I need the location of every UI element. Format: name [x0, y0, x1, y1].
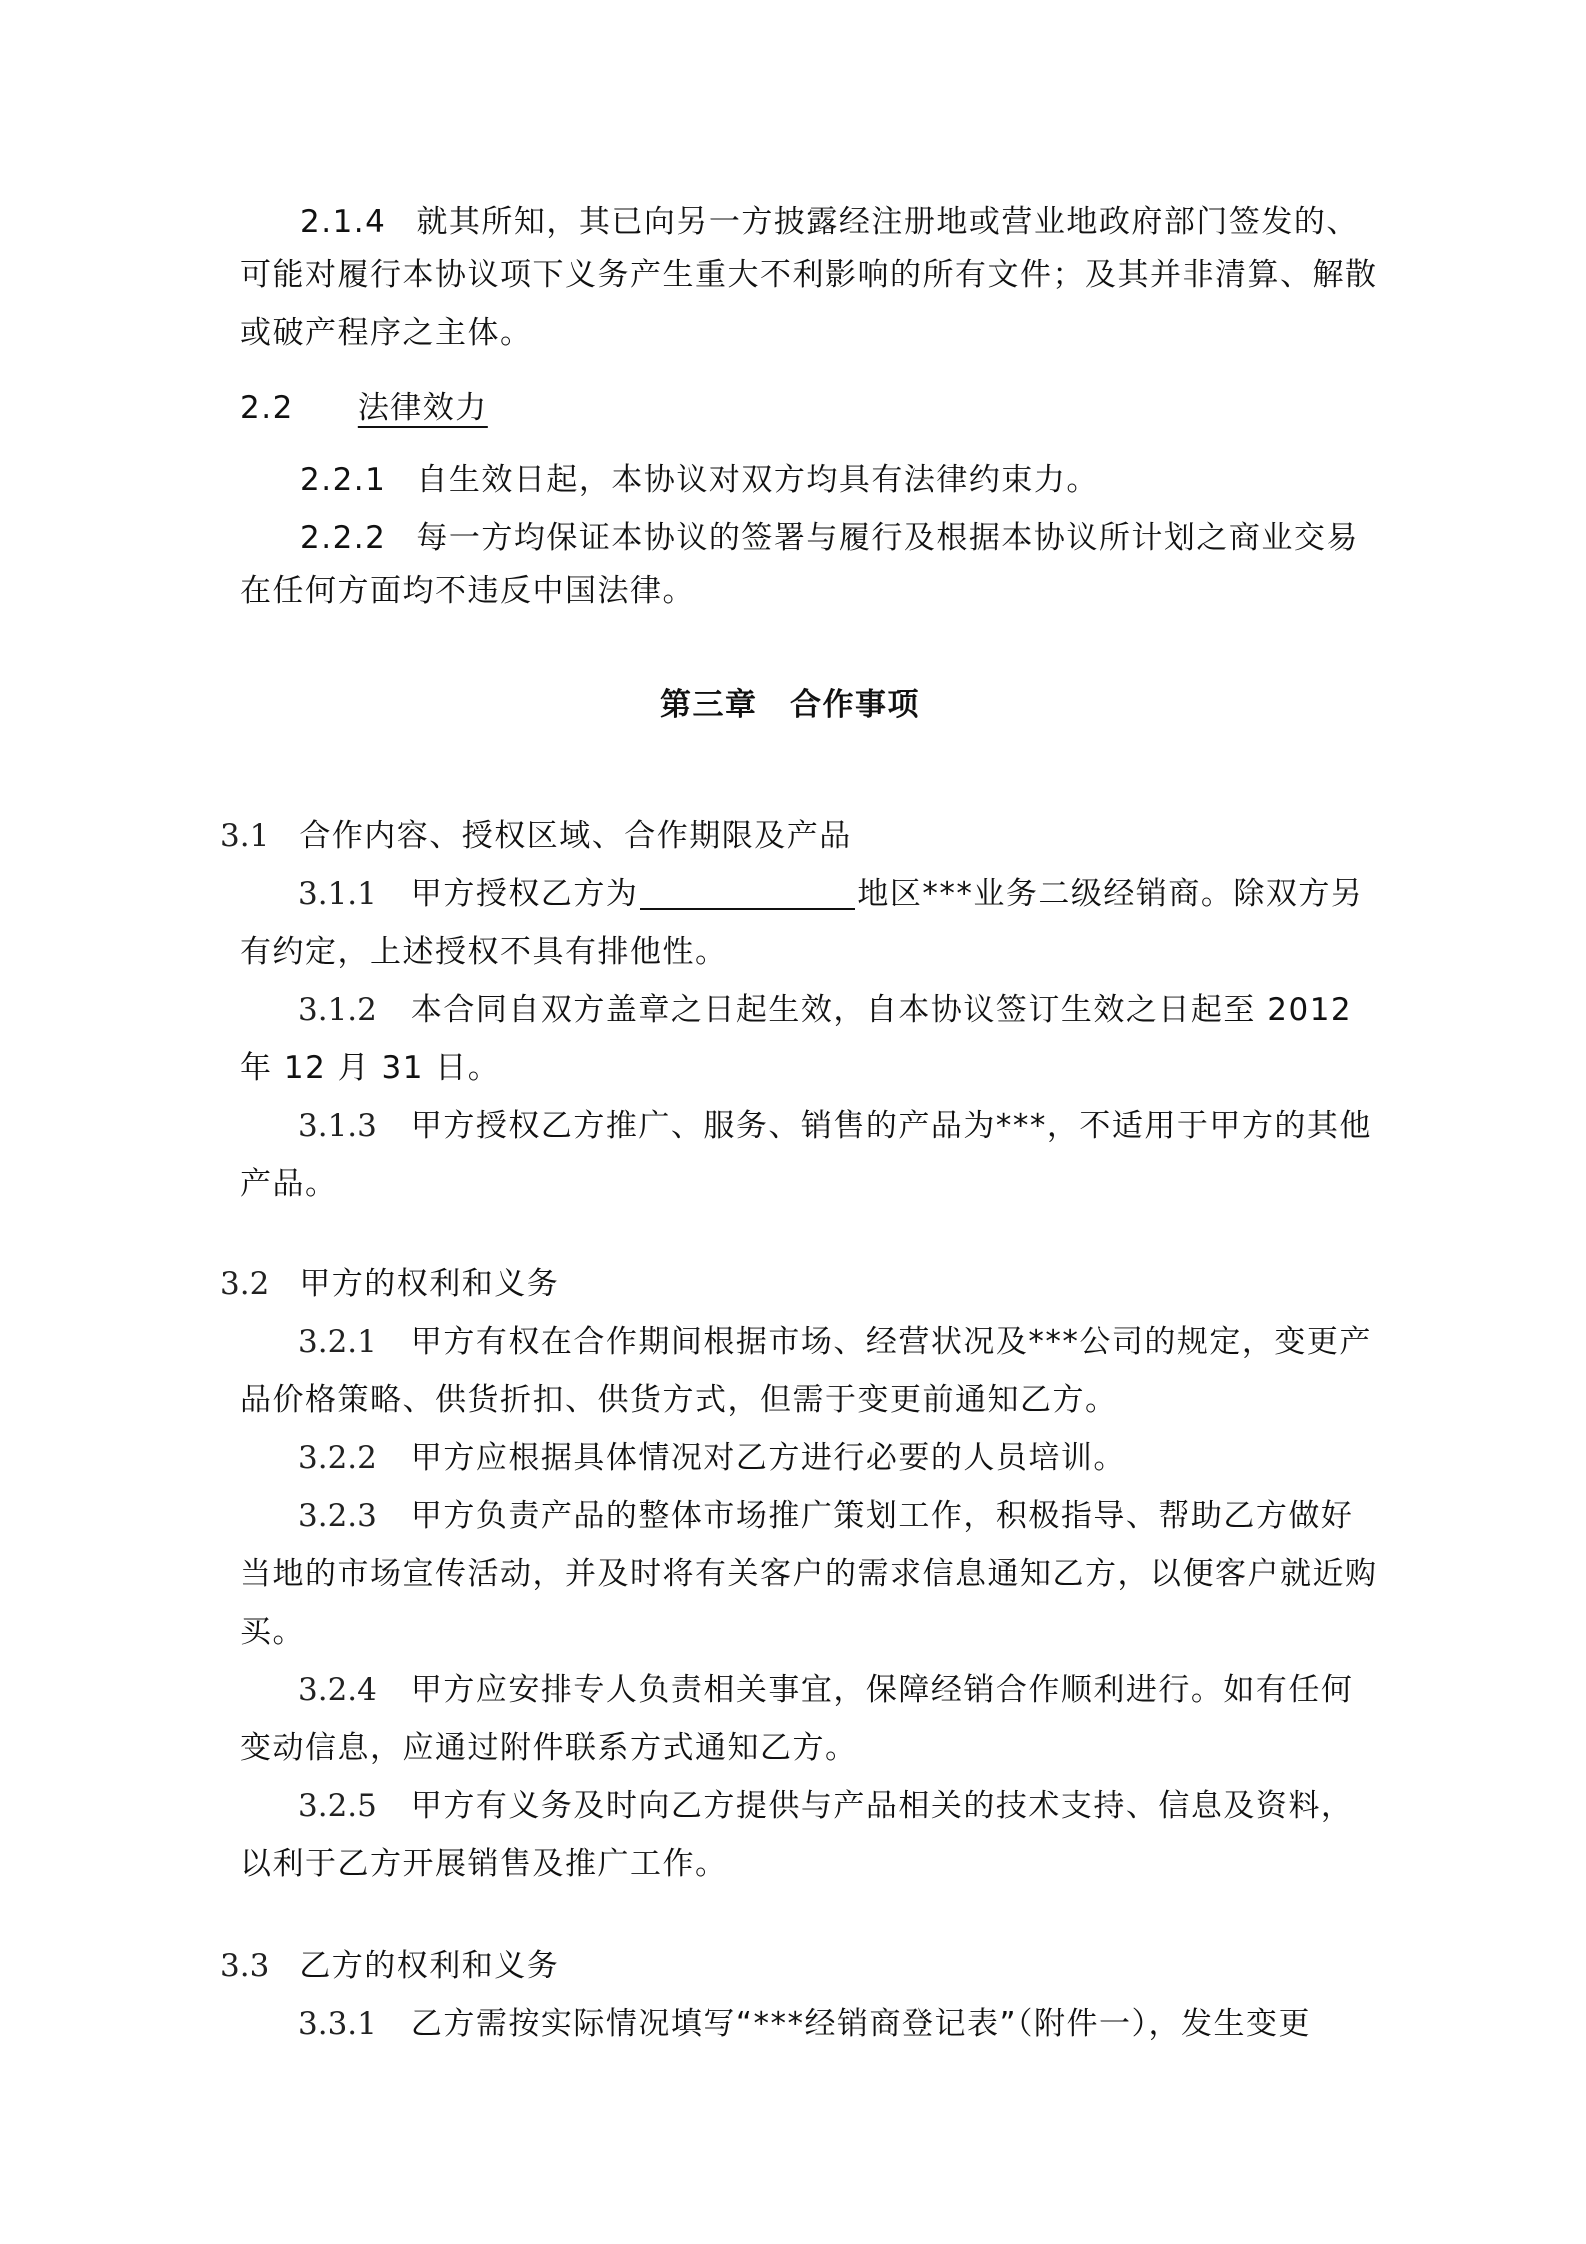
clause-3-2-4-line-1: [240, 1668, 1354, 1712]
clause-3-1-1-line-2: 有约定，上述授权不具有排他性。: [240, 934, 728, 970]
clause-text: 甲方应安排专人负责相关事宜，保障经销合作顺利进行。如有任何: [410, 1672, 1354, 1708]
clause-text: 甲方授权乙方推广、服务、销售的产品为***，不适用于甲方的其他: [410, 1108, 1372, 1144]
clause-3-1-2-line-1: [240, 988, 1353, 1032]
clause-3-2-3-line-3: 买。: [240, 1614, 305, 1650]
clause-2-1-4-line-3: 或破产程序之主体。: [240, 315, 533, 351]
clause-2-1-4-line-1: [240, 200, 1359, 244]
clause-3-2-3-line-2: 当地的市场宣传活动，并及时将有关客户的需求信息通知乙方，以便客户就近购: [240, 1556, 1378, 1592]
clause-number: 3.2.4: [298, 1672, 377, 1708]
clause-text: 甲方负责产品的整体市场推广策划工作，积极指导、帮助乙方做好: [410, 1498, 1354, 1534]
clause-text: 甲方应根据具体情况对乙方进行必要的人员培训。: [410, 1440, 1126, 1476]
section-number: 3.1: [220, 818, 270, 854]
clause-number: 3.3.1: [298, 2006, 377, 2042]
clause-number: 3.1.2: [298, 992, 377, 1028]
section-number: 3.2: [220, 1266, 270, 1302]
section-number: 3.3: [220, 1948, 270, 1984]
clause-3-2-5-line-2: 以利于乙方开展销售及推广工作。: [240, 1846, 728, 1882]
clause-number: 3.2.5: [298, 1788, 377, 1824]
clause-number: 3.2.1: [298, 1324, 377, 1360]
clause-number: 3.1.3: [298, 1108, 377, 1144]
section-2-2-heading: [240, 386, 1350, 430]
clause-3-1-2-line-2: 年 12 月 31 日。: [240, 1050, 501, 1086]
section-title: 乙方的权利和义务: [299, 1948, 560, 1984]
section-title: 法律效力: [357, 390, 488, 426]
section-3-1-heading: [220, 814, 1330, 858]
clause-3-3-1-line-1: [240, 2002, 1350, 2046]
clause-number: 2.2.1: [300, 462, 387, 498]
clause-text: 甲方有权在合作期间根据市场、经营状况及***公司的规定，变更产: [410, 1324, 1372, 1360]
chapter-heading: 第三章 合作事项: [660, 687, 920, 723]
section-title: 甲方的权利和义务: [299, 1266, 560, 1302]
clause-text: 乙方需按实际情况填写“***经销商登记表”（附件一），发生变更: [410, 2006, 1312, 2042]
section-title: 合作内容、授权区域、合作期限及产品: [299, 818, 852, 854]
section-number: 2.2: [240, 390, 294, 426]
clause-number: 3.2.2: [298, 1440, 377, 1476]
clause-3-1-3-line-2: 产品。: [240, 1166, 338, 1202]
clause-number: 2.1.4: [300, 204, 387, 240]
clause-text: 每一方均保证本协议的签署与履行及根据本协议所计划之商业交易: [416, 520, 1359, 556]
clause-3-2-5-line-1: [240, 1784, 1354, 1828]
clause-3-1-1-line-1: [240, 872, 1364, 916]
clause-text: 甲方授权乙方为: [410, 876, 639, 912]
clause-text: 自生效日起，本协议对双方均具有法律约束力。: [416, 462, 1099, 498]
clause-text: 本合同自双方盖章之日起生效，自本协议签订生效之日起至 2012: [410, 992, 1353, 1028]
clause-3-2-3-line-1: [240, 1494, 1354, 1538]
region-blank-line: [640, 876, 855, 910]
clause-number: 3.1.1: [298, 876, 377, 912]
clause-text-cont: 地区***业务二级经销商。除双方另: [857, 876, 1364, 912]
clause-number: 2.2.2: [300, 520, 387, 556]
clause-2-2-1-line-1: [240, 458, 1350, 502]
clause-number: 3.2.3: [298, 1498, 377, 1534]
clause-2-2-2-line-2: 在任何方面均不违反中国法律。: [240, 573, 695, 609]
clause-text: 就其所知，其已向另一方披露经注册地或营业地政府部门签发的、: [416, 204, 1359, 240]
clause-2-2-2-line-1: [240, 516, 1359, 560]
clause-3-2-4-line-2: 变动信息，应通过附件联系方式通知乙方。: [240, 1730, 858, 1766]
clause-3-2-1-line-1: [240, 1320, 1372, 1364]
clause-3-1-3-line-1: [240, 1104, 1372, 1148]
clause-text: 甲方有义务及时向乙方提供与产品相关的技术支持、信息及资料，: [410, 1788, 1354, 1824]
section-3-2-heading: [220, 1262, 1330, 1306]
clause-2-1-4-line-2: 可能对履行本协议项下义务产生重大不利影响的所有文件；及其并非清算、解散: [240, 257, 1378, 293]
clause-3-2-2-line-1: [240, 1436, 1350, 1480]
clause-3-2-1-line-2: 品价格策略、供货折扣、供货方式，但需于变更前通知乙方。: [240, 1382, 1118, 1418]
section-3-3-heading: [220, 1944, 1330, 1988]
